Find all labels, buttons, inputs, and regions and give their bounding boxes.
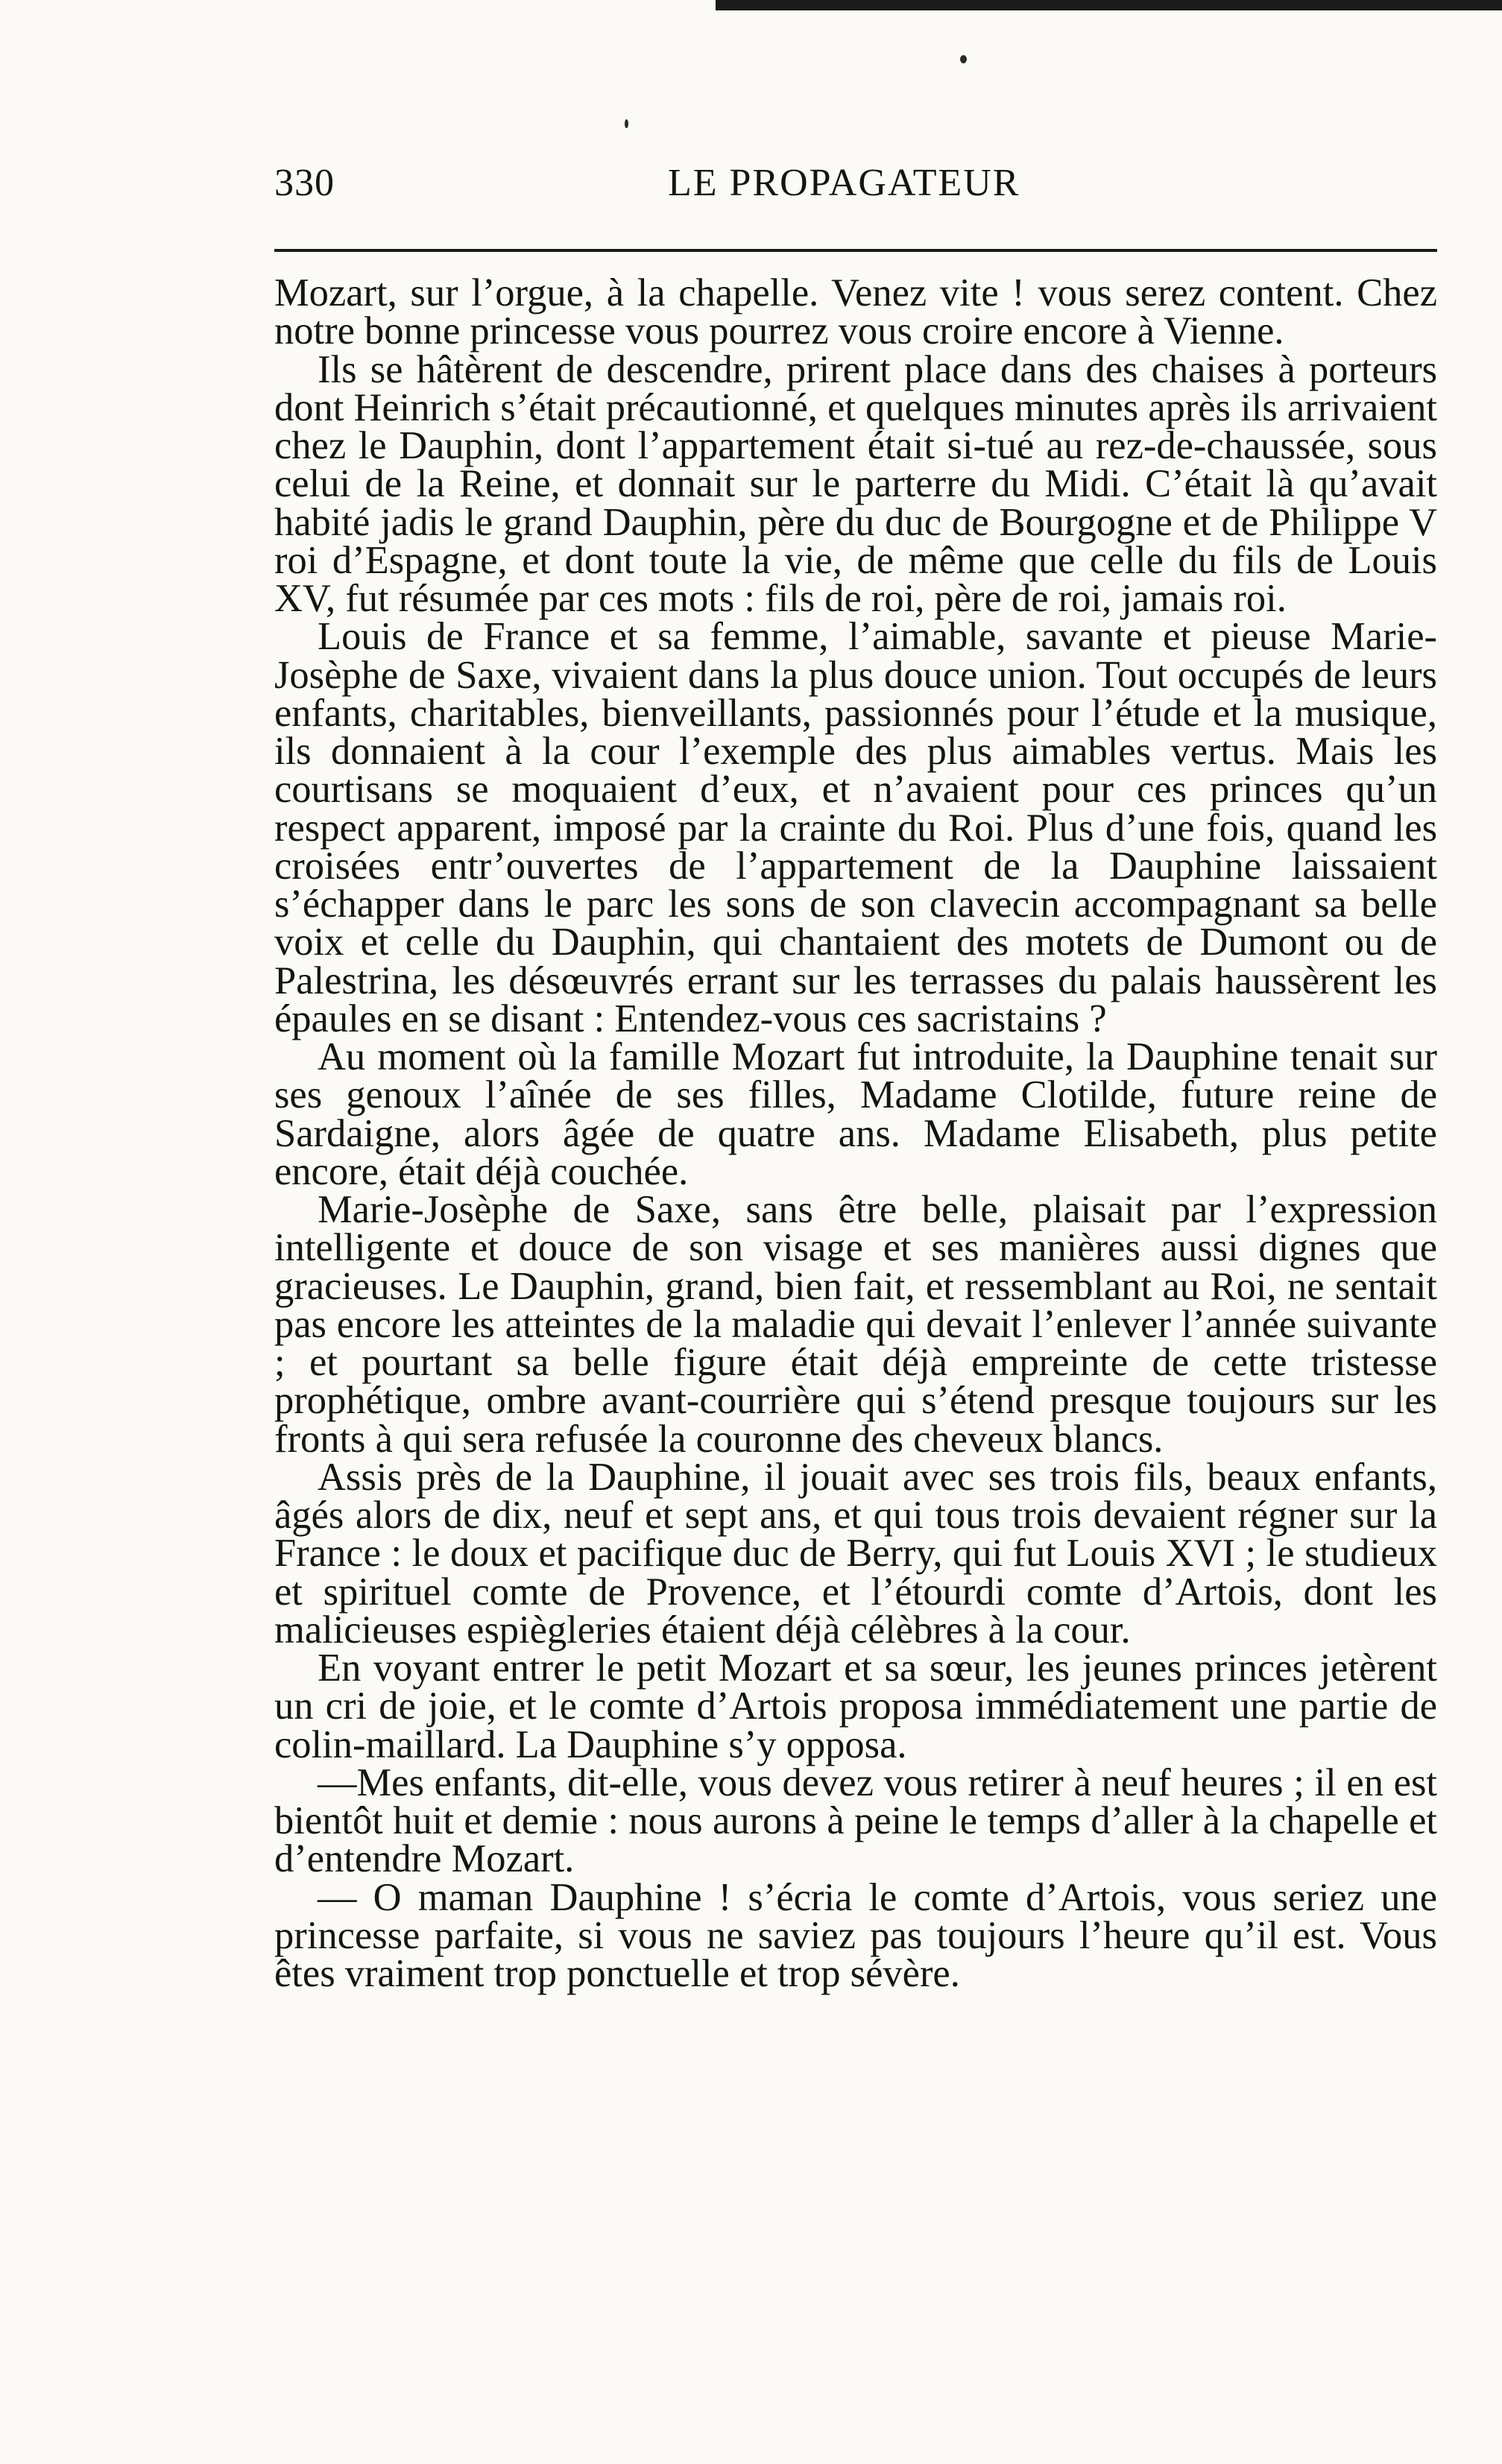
paragraph: Marie-Josèphe de Saxe, sans être belle, plaisait par l’expression intelligente et douce de son visage et ses manières aussi dignes que gracieuses. Le Dauphin, grand, bien fait, et ressemblant au Roi, ne sentait pas encore les atteintes de la maladie qui devait l’enlever l’année suivante ; et pourtant sa belle figure était déjà empreinte de cette tristesse prophétique, ombre avant-courrière qui s’étend presque toujours sur les fronts à qui sera refusée la couronne des cheveux blancs. — [274, 1188, 1437, 1461]
paragraph: Ils se hâtèrent de descendre, prirent place dans des chaises à porteurs dont Heinrich s’était précautionné, et quelques minutes après ils arrivaient chez le Dauphin, dont l’appartement était si-tué au rez-de-chaussée, sous celui de la Reine, et donnait sur le parterre du Midi. C’était là qu’avait habité jadis le grand Dauphin, père du duc de Bourgogne et de Philippe V roi d’Espagne, et dont toute la vie, de même que celle du fils de Louis XV, fut résumée par ces mots : fils de roi, père de roi, jamais roi. — [274, 347, 1437, 620]
paragraph: Assis près de la Dauphine, il jouait avec ses trois fils, beaux enfants, âgés alors de dix, neuf et sept ans, et qui tous trois devaient régner sur la France : le doux et pacifique duc de Berry, qui fut Louis XVI ; le studieux et spirituel comte de Provence, et l’étourdi comte d’Artois, dont les malicieuses espiègleries étaient déjà célèbres à la cour. — [274, 1455, 1437, 1652]
paragraph: —Mes enfants, dit-elle, vous devez vous retirer à neuf heures ; il en est bientôt huit et demie : nous aurons à peine le temps d’aller à la chapelle et d’entendre Mozart. — [274, 1760, 1437, 1881]
page-header — [274, 154, 1437, 213]
running-title: LE PROPAGATEUR — [668, 162, 1020, 204]
body-text — [274, 271, 1437, 1995]
header-rule — [274, 249, 1437, 252]
top-edge-rule — [716, 0, 1502, 10]
paragraph: Mozart, sur l’orgue, à la chapelle. Venez vite ! vous serez content. Chez notre bonne princesse vous pourrez vous croire encore à Vienne. — [274, 271, 1437, 353]
ink-speck — [960, 55, 967, 63]
paragraph: En voyant entrer le petit Mozart et sa sœur, les jeunes princes jetèrent un cri de joie, et le comte d’Artois proposa immédiatement une partie de colin-maillard. La Dauphine s’y opposa. — [274, 1646, 1437, 1766]
paragraph: — O maman Dauphine ! s’écria le comte d’Artois, vous seriez une princesse parfaite, si vous ne saviez pas toujours l’heure qu’il est. Vous êtes vraiment trop ponctuelle et trop sévère. — [274, 1875, 1437, 1995]
paragraph: Louis de France et sa femme, l’aimable, savante et pieuse Marie-Josèphe de Saxe, vivaient dans la plus douce union. Tout occupés de leurs enfants, charitables, bienveillants, passionnés pour l’étude et la musique, ils donnaient à la cour l’exemple des plus aimables vertus. Mais les courtisans se moquaient d’eux, et n’avaient pour ces princes qu’un respect apparent, imposé par la crainte du Roi. Plus d’une fois, quand les croisées entr’ouvertes de l’appartement de la Dauphine laissaient s’échapper dans le parc les sons de son clavecin accompagnant sa belle voix et celle du Dauphin, qui chantaient des motets de Dumont ou de Palestrina, les désœuvrés errant sur les terrasses du palais haussèrent les épaules en se disant : Entendez-vous ces sacristains ? — [274, 615, 1437, 1040]
ink-speck — [625, 119, 628, 128]
paragraph: Au moment où la famille Mozart fut introduite, la Dauphine tenait sur ses genoux l’aînée de ses filles, Madame Clotilde, future reine de Sardaigne, alors âgée de quatre ans. Madame Elisabeth, plus petite encore, était déjà couchée. — [274, 1035, 1437, 1193]
page-number: 330 — [274, 162, 335, 204]
